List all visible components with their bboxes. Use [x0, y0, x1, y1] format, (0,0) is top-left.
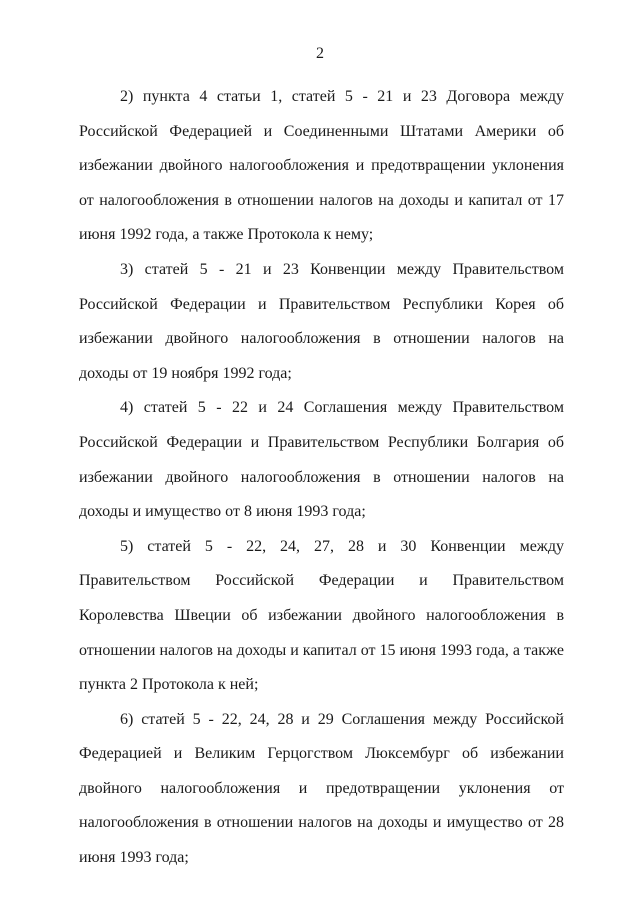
- page-number: 2: [316, 45, 324, 62]
- document-body: [79, 80, 564, 876]
- paragraph-item-4: 4) статей 5 - 22 и 24 Соглашения между Правительством Российской Федерации и Правительством Республики Болгария об избежании двойного налогообложения в отношении налогов на доходы и имущество от 8 июня 1993 года;: [79, 399, 564, 521]
- paragraph-item-3: 3) статей 5 - 21 и 23 Конвенции между Правительством Российской Федерации и Правительством Республики Корея об избежании двойного налогообложения в отношении налогов на доходы от 19 ноября 1992 года;: [79, 260, 564, 382]
- paragraph-item-6: 6) статей 5 - 22, 24, 28 и 29 Соглашения между Российской Федерацией и Великим Герцогством Люксембург об избежании двойного налогообложения и предотвращении уклонения от налогообложения в отношении налогов на доходы и имущество от 28 июня 1993 года;: [79, 710, 564, 867]
- paragraph-item-5: 5) статей 5 - 22, 24, 27, 28 и 30 Конвенции между Правительством Российской Федерации и Правительством Королевства Швеции об избежании двойного налогообложения в отношении налогов на доходы и капитал от 15 июня 1993 года, а также пункта 2 Протокола к ней;: [79, 537, 564, 694]
- paragraph-item-2: 2) пункта 4 статьи 1, статей 5 - 21 и 23 Договора между Российской Федерацией и Соединенными Штатами Америки об избежании двойного налогообложения и предотвращении уклонения от налогообложения в отношении налогов на доходы и капитал от 17 июня 1992 года, а также Протокола к нему;: [79, 88, 564, 244]
